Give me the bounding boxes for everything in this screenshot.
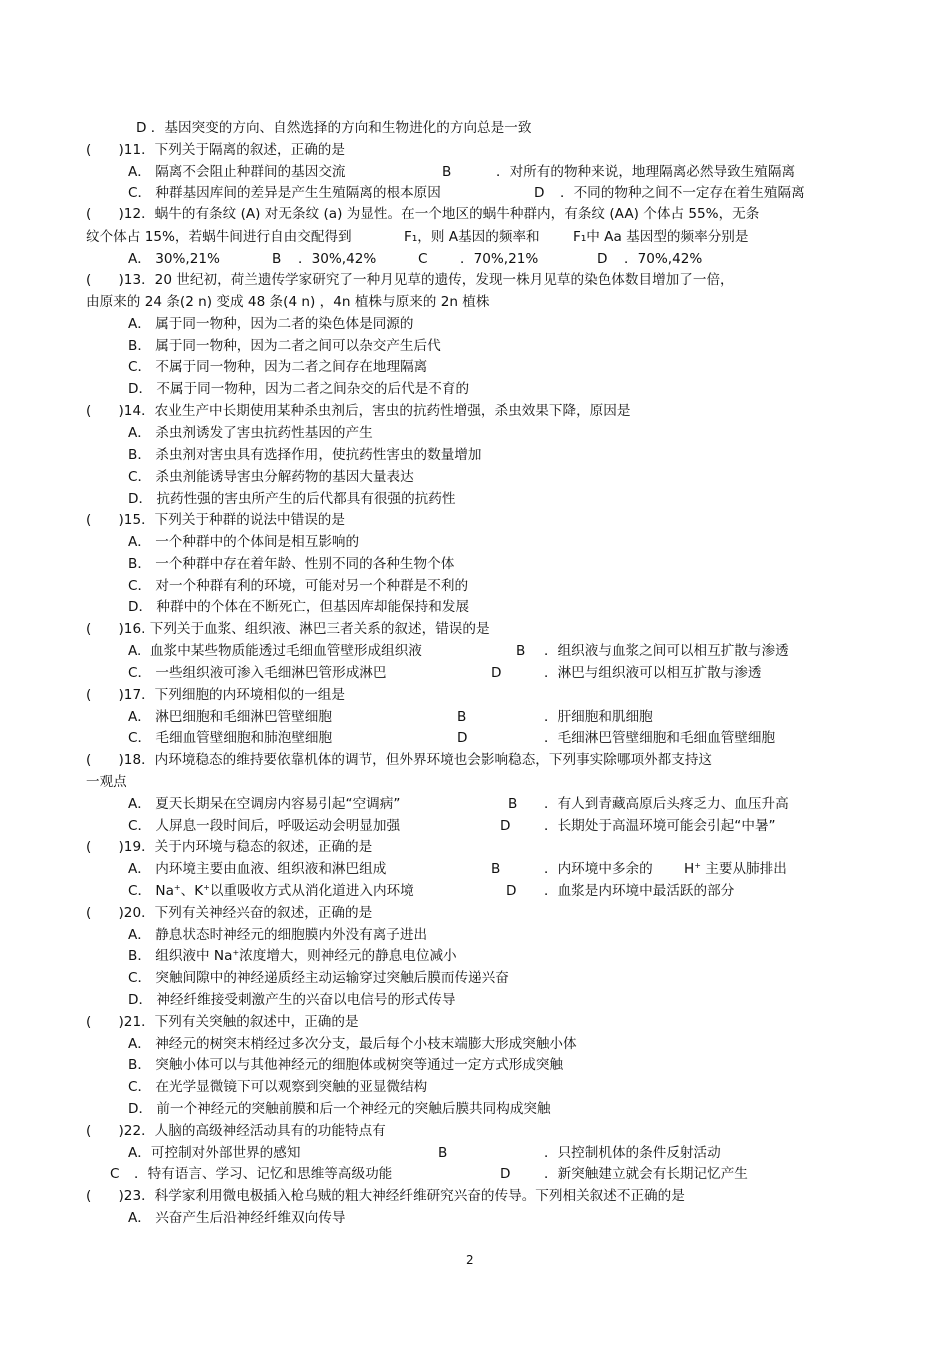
text-segment: A． 静息状态时神经元的细胞膜内外没有离子进出 xyxy=(128,927,428,943)
text-segment: A． 30%,21% xyxy=(128,251,220,267)
text-segment: ( )12．蜗牛的有条纹 (A) 对无条纹 (a) 为显性。在一个地区的蜗牛种群内，有条纹 (AA) 个体占 55%，无条 xyxy=(86,206,760,222)
text-segment: D． 不属于同一物种，因为二者之间杂交的后代是不育的 xyxy=(128,381,470,397)
text-segment: C． 一些组织液可渗入毛细淋巴管形成淋巴 xyxy=(128,665,387,681)
text-segment: A． 兴奋产生后沿神经纤维双向传导 xyxy=(128,1210,346,1226)
text-segment: ．内环境中多余的 xyxy=(544,861,653,877)
text-segment: A．可控制对外部世界的感知 xyxy=(128,1145,301,1161)
text-segment: ( )14．农业生产中长期使用某种杀虫剂后，害虫的抗药性增强，杀虫效果下降，原因是 xyxy=(86,403,631,419)
text-segment: ( )17．下列细胞的内环境相似的一组是 xyxy=(86,687,345,703)
text-segment: ( )21．下列有关突触的叙述中，正确的是 xyxy=(86,1014,359,1030)
text-segment: ．淋巴与组织液可以相互扩散与渗透 xyxy=(544,665,762,681)
text-segment: D． 神经纤维接受刺激产生的兴奋以电信号的形式传导 xyxy=(128,992,456,1008)
text-segment: D xyxy=(506,883,517,899)
text-segment: 由原来的 24 条(2 n) 变成 48 条(4 n) ，4n 植株与原来的 2n 植株 xyxy=(86,294,490,310)
text-segment: D xyxy=(500,1166,511,1182)
text-segment: A． 杀虫剂诱发了害虫抗药性基因的产生 xyxy=(128,425,373,441)
text-segment: 一观点 xyxy=(86,774,127,790)
text-segment: ( )11．下列关于隔离的叙述，正确的是 xyxy=(86,142,345,158)
text-segment: F₁中 Aa 基因型的频率分别是 xyxy=(573,229,749,245)
text-segment: 纹个体占 15%，若蜗牛间进行自由交配得到 xyxy=(86,229,352,245)
text-segment: D． 种群中的个体在不断死亡，但基因库却能保持和发展 xyxy=(128,599,470,615)
text-segment: A． 隔离不会阻止种群间的基因交流 xyxy=(128,164,346,180)
text-segment: ．新突触建立就会有长期记忆产生 xyxy=(544,1166,748,1182)
text-segment: B xyxy=(442,164,452,180)
text-segment: D． 抗药性强的害虫所产生的后代都具有很强的抗药性 xyxy=(128,491,456,507)
text-segment: D xyxy=(500,818,511,834)
text-segment: C． 杀虫剂能诱导害虫分解药物的基因大量表达 xyxy=(128,469,414,485)
text-segment: ( )18．内环境稳态的维持要依靠机体的调节，但外界环境也会影响稳态，下列事实除哪项外都支持这 xyxy=(86,752,713,768)
text-segment: ．特有语言、学习、记忆和思维等高级功能 xyxy=(134,1166,393,1182)
text-segment: ．毛细淋巴管壁细胞和毛细血管壁细胞 xyxy=(544,730,776,746)
text-segment: B． 杀虫剂对害虫具有选择作用，使抗药性害虫的数量增加 xyxy=(128,447,482,463)
text-segment: A． 内环境主要由血液、组织液和淋巴组成 xyxy=(128,861,387,877)
page-number: 2 xyxy=(466,1253,474,1267)
text-segment: ．有人到青藏高原后头疼乏力、血压升高 xyxy=(544,796,789,812)
text-segment: ．70%,21% xyxy=(460,251,539,267)
text-segment: A． 属于同一物种，因为二者的染色体是同源的 xyxy=(128,316,414,332)
text-segment: D xyxy=(491,665,502,681)
text-segment: A. 血浆中某些物质能透过毛细血管壁形成组织液 xyxy=(128,643,422,659)
text-segment: ．不同的物种之间不一定存在着生殖隔离 xyxy=(560,185,805,201)
text-segment: B xyxy=(438,1145,448,1161)
text-segment: C． 种群基因库间的差异是产生生殖隔离的根本原因 xyxy=(128,185,441,201)
text-segment: B xyxy=(457,709,467,725)
text-segment: D ．基因突变的方向、自然选择的方向和生物进化的方向总是一致 xyxy=(136,120,532,136)
text-segment: C． 不属于同一物种，因为二者之间存在地理隔离 xyxy=(128,359,428,375)
text-segment: A． 神经元的树突末梢经过多次分支，最后每个小枝末端膨大形成突触小体 xyxy=(128,1036,577,1052)
text-segment: B xyxy=(516,643,526,659)
text-segment: H+ 主要从肺排出 xyxy=(684,861,787,877)
text-segment: C． 毛细血管壁细胞和肺泡壁细胞 xyxy=(128,730,333,746)
text-segment: A． 淋巴细胞和毛细淋巴管壁细胞 xyxy=(128,709,332,725)
text-segment: ( )15．下列关于种群的说法中错误的是 xyxy=(86,512,345,528)
text-segment: ( )19．关于内环境与稳态的叙述，正确的是 xyxy=(86,839,373,855)
text-segment: ( )22．人脑的高级神经活动具有的功能特点有 xyxy=(86,1123,386,1139)
text-segment: A． 夏天长期呆在空调房内容易引起“空调病” xyxy=(128,796,401,812)
text-segment: C． 对一个种群有利的环境，可能对另一个种群是不利的 xyxy=(128,578,469,594)
text-segment: ( )20．下列有关神经兴奋的叙述，正确的是 xyxy=(86,905,373,921)
text-segment: B． 属于同一物种，因为二者之间可以杂交产生后代 xyxy=(128,338,441,354)
text-segment: ．对所有的物种来说，地理隔离必然导致生殖隔离 xyxy=(496,164,796,180)
text-segment: ( )13．20 世纪初，荷兰遗传学家研究了一种月见草的遗传，发现一株月见草的染色体数目增加了一倍， xyxy=(86,272,734,288)
text-segment: B xyxy=(491,861,501,877)
text-segment: B． 突触小体可以与其他神经元的细胞体或树突等通过一定方式形成突触 xyxy=(128,1057,564,1073)
text-segment: D． 前一个神经元的突触前膜和后一个神经元的突触后膜共同构成突触 xyxy=(128,1101,551,1117)
text-segment: ．肝细胞和肌细胞 xyxy=(544,709,653,725)
text-segment: ．长期处于高温环境可能会引起“中暑” xyxy=(544,818,776,834)
text-segment: C． 突触间隙中的神经递质经主动运输穿过突触后膜而传递兴奋 xyxy=(128,970,509,986)
text-segment: ．组织液与血浆之间可以相互扩散与渗透 xyxy=(544,643,789,659)
text-segment: C． 人屏息一段时间后，呼吸运动会明显加强 xyxy=(128,818,401,834)
text-segment: ( )23．科学家利用微电极插入枪乌贼的粗大神经纤维研究兴奋的传导。下列相关叙述不正确的是 xyxy=(86,1188,685,1204)
text-segment: D xyxy=(534,185,545,201)
text-segment: B． 组织液中 Na+浓度增大，则神经元的静息电位减小 xyxy=(128,948,457,964)
text-segment: C xyxy=(110,1166,120,1182)
text-segment: ( )16. 下列关于血浆、组织液、淋巴三者关系的叙述，错误的是 xyxy=(86,621,490,637)
text-segment: D xyxy=(457,730,468,746)
text-segment: B xyxy=(508,796,518,812)
text-segment: C． 在光学显微镜下可以观察到突触的亚显微结构 xyxy=(128,1079,428,1095)
text-segment: A． 一个种群中的个体间是相互影响的 xyxy=(128,534,360,550)
text-segment: ．30%,42% xyxy=(298,251,377,267)
text-segment: B． 一个种群中存在着年龄、性别不同的各种生物个体 xyxy=(128,556,455,572)
text-segment: ．只控制机体的条件反射活动 xyxy=(544,1145,721,1161)
text-segment: F₁，则 A基因的频率和 xyxy=(404,229,540,245)
text-segment: D xyxy=(597,251,608,267)
text-segment: C xyxy=(418,251,428,267)
text-segment: ．血浆是内环境中最活跃的部分 xyxy=(544,883,735,899)
text-segment: ．70%,42% xyxy=(624,251,703,267)
text-segment: C． Na+、K+以重吸收方式从消化道进入内环境 xyxy=(128,883,414,899)
text-segment: B xyxy=(272,251,282,267)
